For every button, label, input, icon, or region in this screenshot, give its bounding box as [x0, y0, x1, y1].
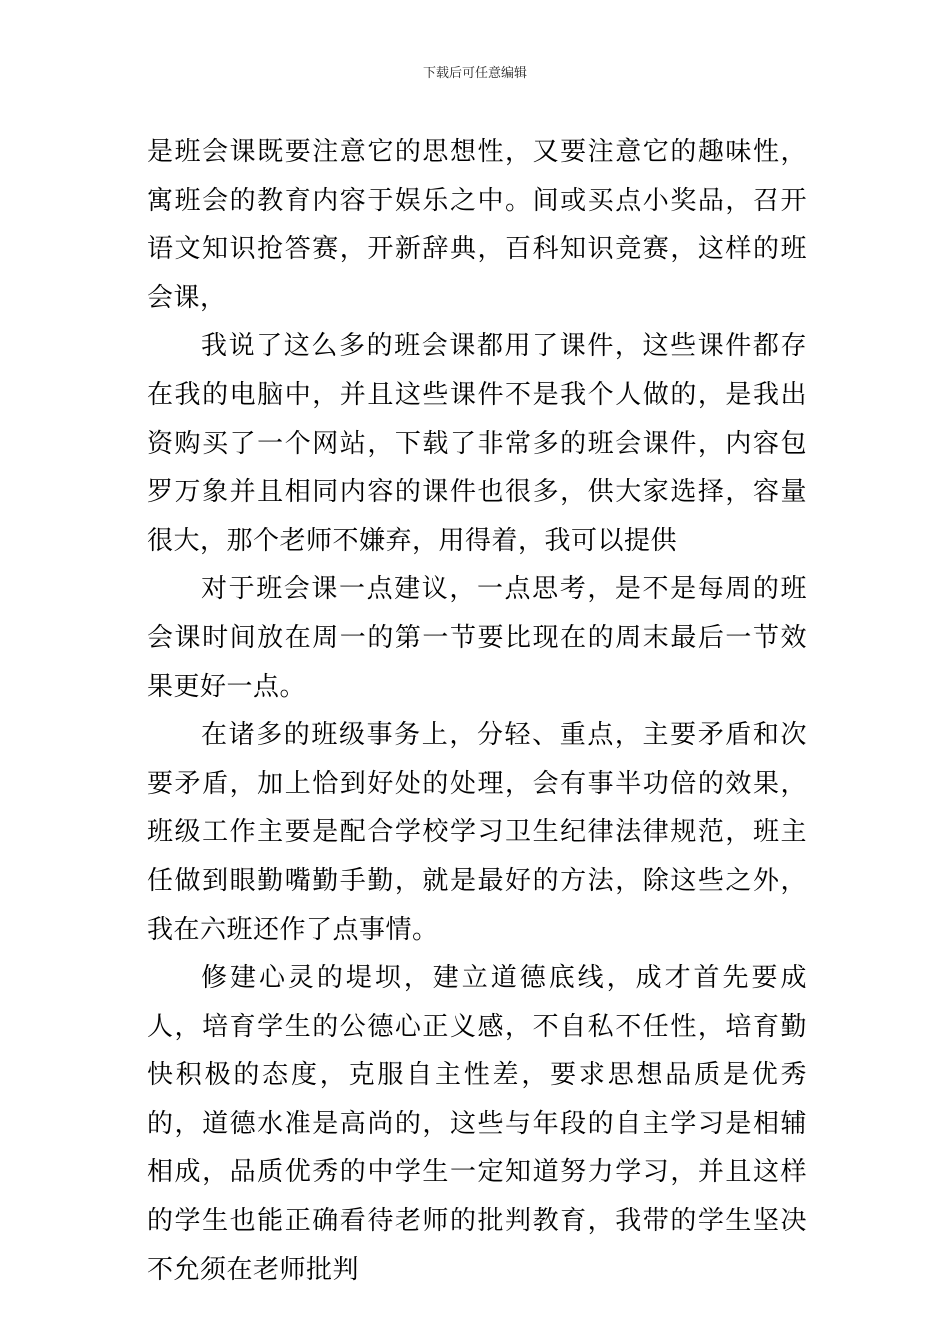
paragraph-2: 我说了这么多的班会课都用了课件，这些课件都存在我的电脑中，并且这些课件不是我个人做的，是我出资购买了一个网站，下载了非常多的班会课件，内容包罗万象并且相同内容的课件也很多，供大家选择，容量很大，那个老师不嫌弃，用得着，我可以提供 [147, 331, 807, 556]
paragraph-3: 对于班会课一点建议，一点思考，是不是每周的班会课时间放在周一的第一节要比现在的周末最后一节效果更好一点。 [147, 574, 807, 702]
paragraph-5: 修建心灵的堤坝，建立道德底线，成才首先要成人，培育学生的公德心正义感，不自私不任性，培育勤快积极的态度，克服自主性差，要求思想品质是优秀的，道德水准是高尚的，这些与年段的自主学习是相辅相成，品质优秀的中学生一定知道努力学习，并且这样的学生也能正确看待老师的批判教育，我带的学生坚决不允须在老师批判 [147, 963, 807, 1285]
page-header: 下载后可任意编辑 [422, 66, 527, 81]
paragraph-1: 是班会课既要注意它的思想性，又要注意它的趣味性，寓班会的教育内容于娱乐之中。间或买点小奖品，召开语文知识抢答赛，开新辞典，百科知识竞赛，这样的班会课， [147, 137, 807, 313]
paragraph-4: 在诸多的班级事务上，分轻、重点，主要矛盾和次要矛盾，加上恰到好处的处理，会有事半功倍的效果，班级工作主要是配合学校学习卫生纪律法律规范，班主任做到眼勤嘴勤手勤，就是最好的方法，除这些之外， 我在六班还作了点事情。 [147, 720, 807, 945]
document-body [147, 128, 807, 1294]
